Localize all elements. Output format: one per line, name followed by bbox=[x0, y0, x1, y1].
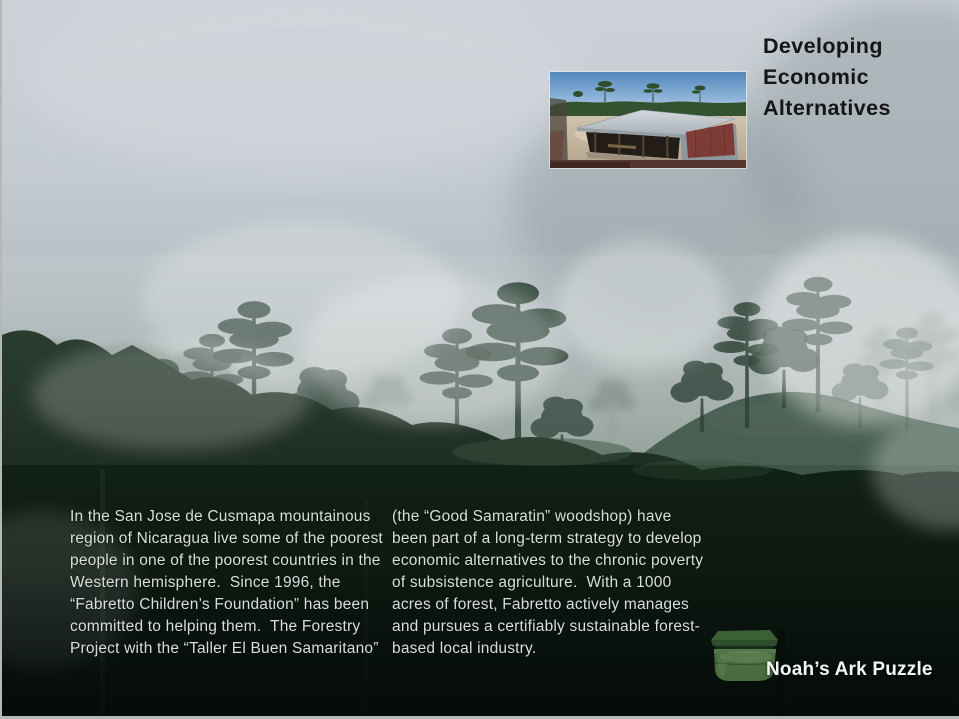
woodshop-photo bbox=[550, 72, 746, 168]
text-line: acres of forest, Fabretto actively manages bbox=[392, 596, 690, 613]
slide-title: Developing Economic Alternatives bbox=[763, 34, 891, 120]
text-line: and pursues a certifiably sustainable forest- bbox=[392, 618, 700, 635]
text-line: based local industry. bbox=[392, 640, 537, 657]
noahs-ark-caption: Noah’s Ark Puzzle bbox=[766, 659, 933, 680]
text-line: Project with the “Taller El Buen Samaritano” bbox=[70, 640, 379, 657]
text-line: of subsistence agriculture. With a 1000 bbox=[392, 574, 672, 591]
body-text-left-column bbox=[70, 506, 383, 660]
text-line: people in one of the poorest countries in the bbox=[70, 552, 381, 569]
text-line: economic alternatives to the chronic poverty bbox=[392, 552, 704, 569]
text-line: (the “Good Samaratin” woodshop) have bbox=[392, 508, 672, 525]
woodshop-photo-image bbox=[550, 72, 746, 168]
text-line: “Fabretto Children’s Foundation” has been bbox=[70, 596, 370, 613]
text-line: been part of a long-term strategy to develop bbox=[392, 530, 702, 547]
text-line: In the San Jose de Cusmapa mountainous bbox=[70, 508, 371, 525]
body-text-right-column bbox=[392, 506, 703, 660]
text-line: region of Nicaragua live some of the poorest bbox=[70, 530, 383, 547]
text-line: Western hemisphere. Since 1996, the bbox=[70, 574, 341, 591]
text-line: committed to helping them. The Forestry bbox=[70, 618, 361, 635]
